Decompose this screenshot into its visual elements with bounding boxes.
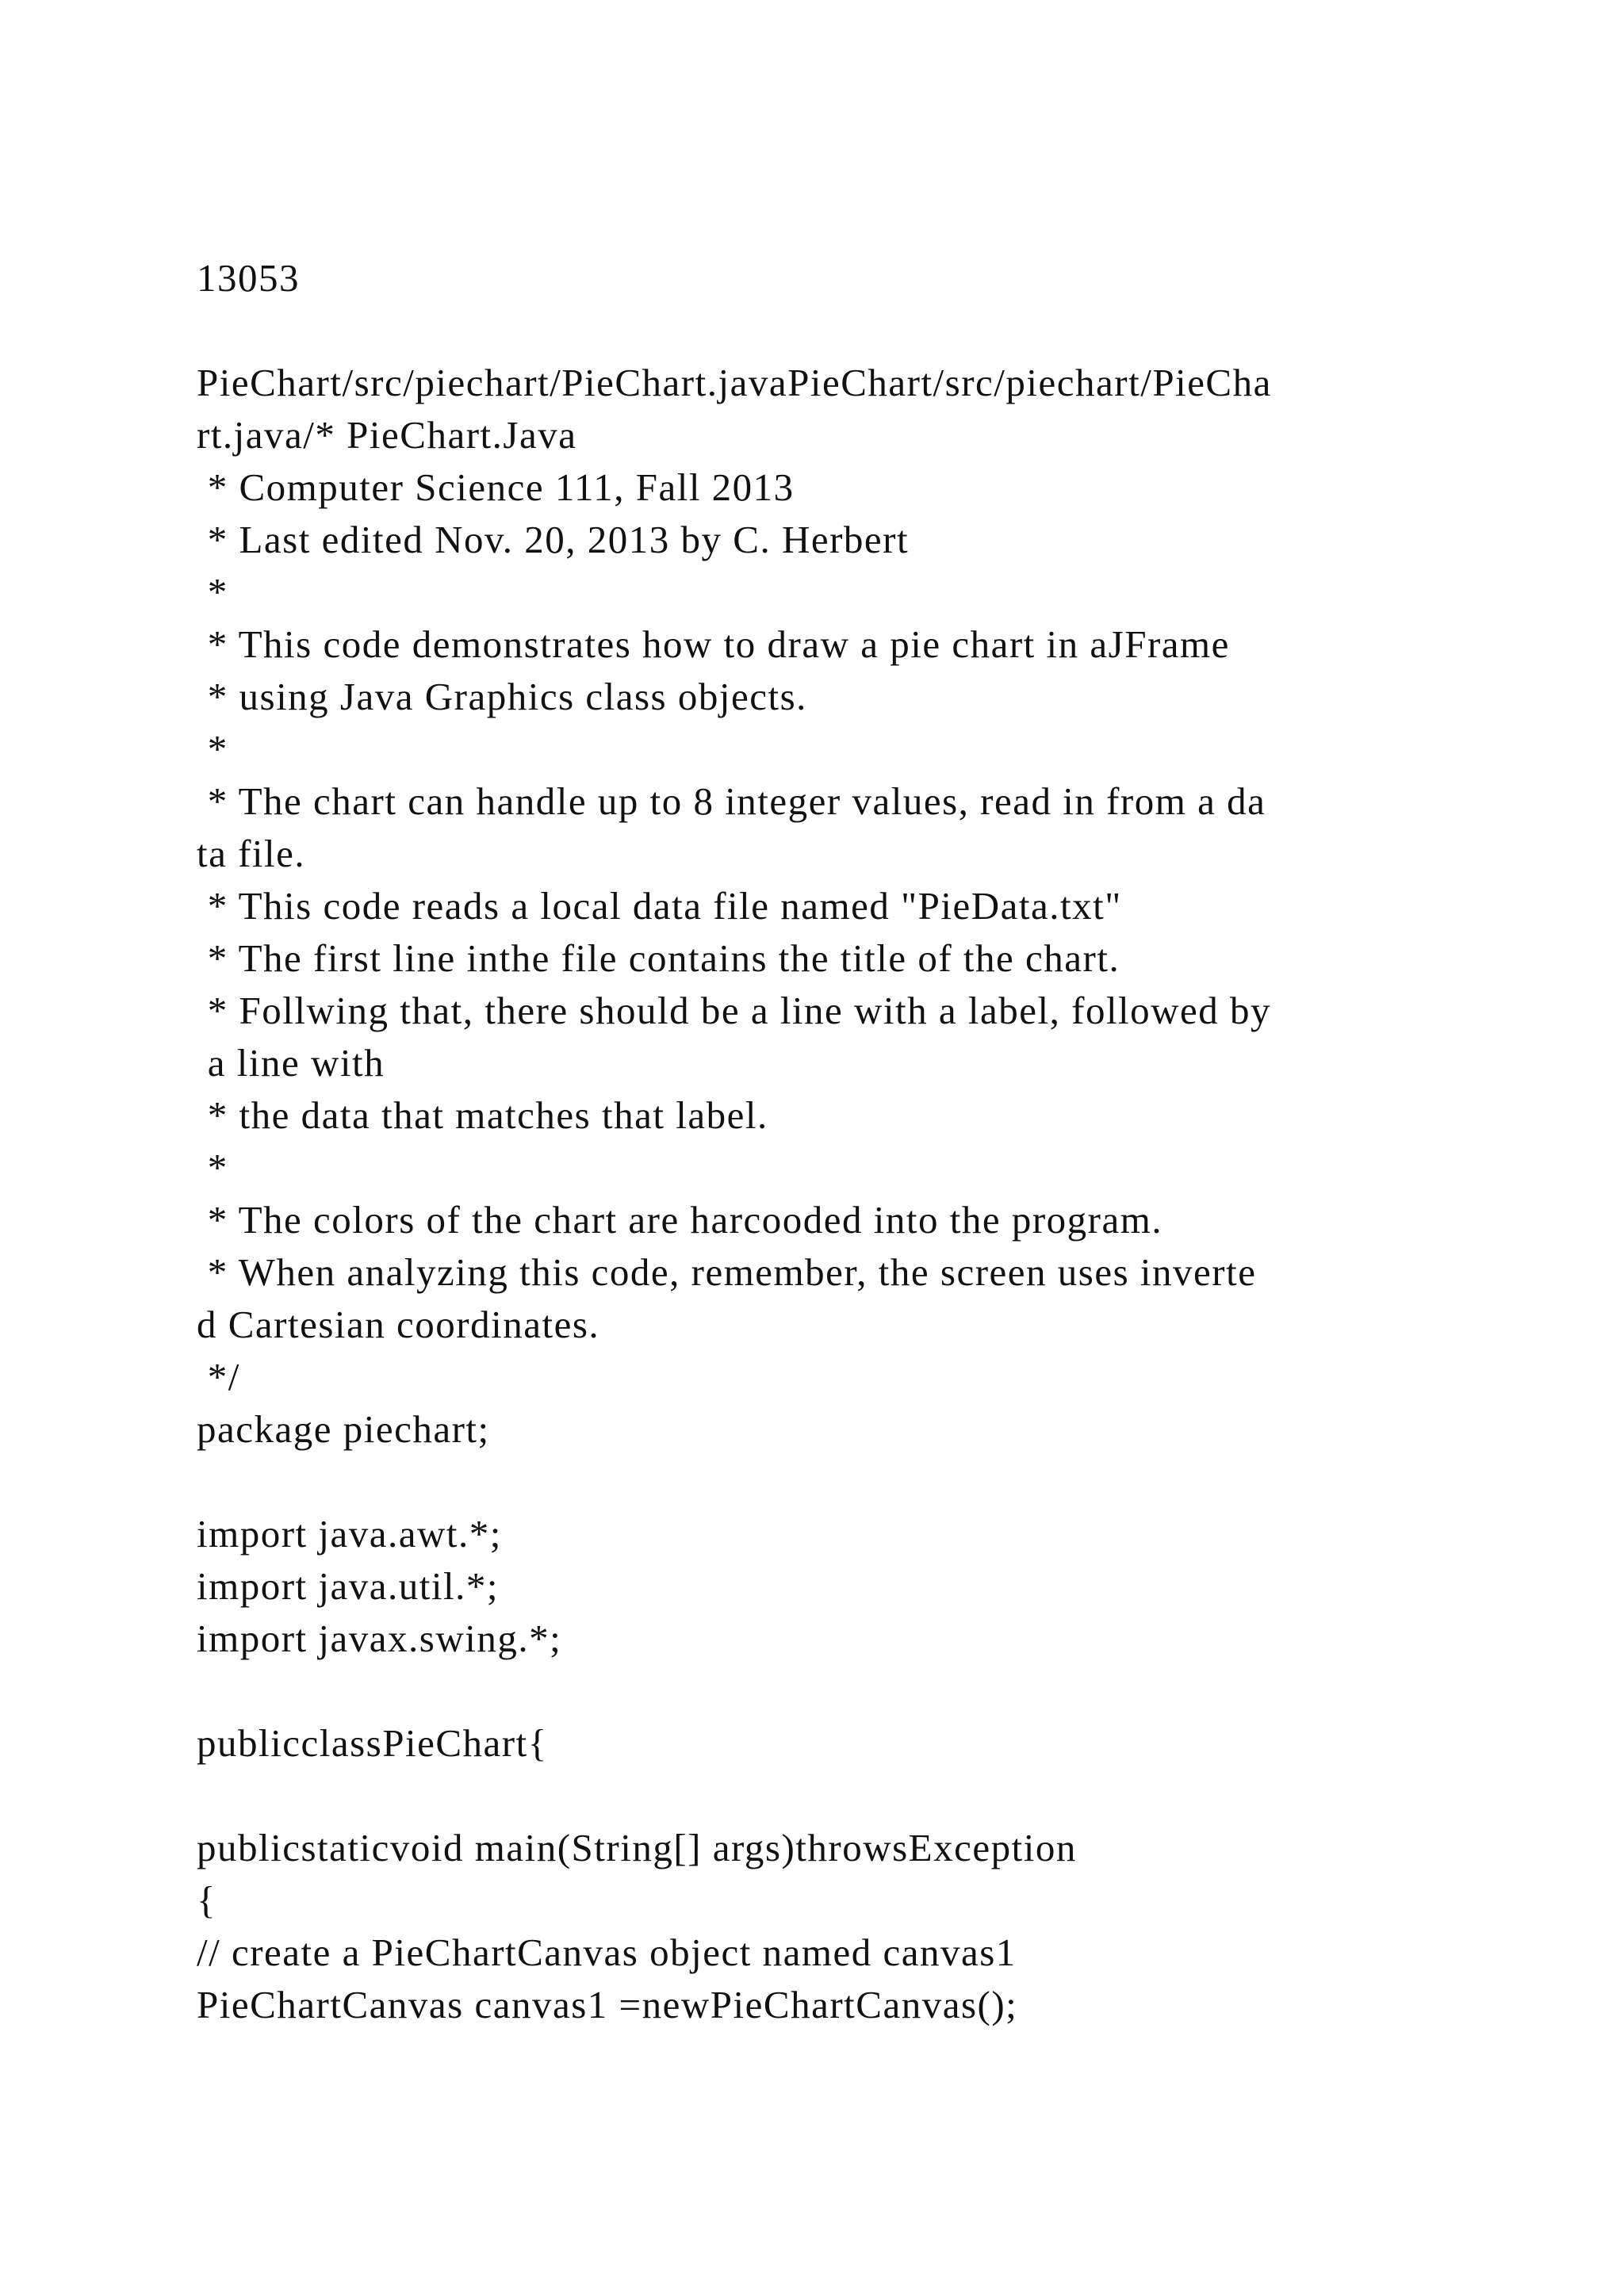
import-line: import javax.swing.*; [197,1617,562,1660]
comment-line: * The colors of the chart are harcooded into the program. [197,1198,1163,1242]
comment-line: * This code demonstrates how to draw a pie chart in aJFrame [197,622,1230,666]
import-line: import java.util.*; [197,1564,499,1608]
comment-line: * [197,1146,228,1189]
comment-line: ta file. [197,832,306,875]
comment-line: * the data that matches that label. [197,1093,768,1137]
comment-line: * The chart can handle up to 8 integer values, read in from a da [197,779,1266,823]
comment-line: * This code reads a local data file named "PieData.txt" [197,884,1122,928]
comment-line: * [197,570,228,614]
package-line: package piechart; [197,1407,490,1451]
file-path-line: PieChart/src/piechart/PieChart.javaPieChart/src/piechart/PieCha [197,361,1272,404]
comment-line: * The first line inthe file contains the title of the chart. [197,936,1120,980]
comment-line: * [197,727,228,771]
code-line: PieChartCanvas canvas1 =newPieChartCanvas(); [197,1983,1018,2026]
comment-line: * Computer Science 111, Fall 2013 [197,465,795,509]
comment-line: * When analyzing this code, remember, the screen uses inverte [197,1250,1257,1294]
open-brace: { [197,1878,217,1922]
comment-line: * using Java Graphics class objects. [197,675,807,718]
code-comment-line: // create a PieChartCanvas object named canvas1 [197,1931,1017,1974]
comment-line: * Last edited Nov. 20, 2013 by C. Herbert [197,518,910,561]
file-path-line: rt.java/* PieChart.Java [197,413,577,457]
import-line: import java.awt.*; [197,1512,502,1556]
comment-line: d Cartesian coordinates. [197,1303,600,1346]
method-signature: publicstaticvoid main(String[] args)throwsException [197,1826,1077,1869]
comment-line: a line with [197,1041,385,1085]
comment-end-line: */ [197,1355,240,1399]
document-id: 13053 [197,256,300,300]
comment-line: * Follwing that, there should be a line with a label, followed by [197,989,1272,1032]
class-declaration: publicclassPieChart{ [197,1721,548,1765]
